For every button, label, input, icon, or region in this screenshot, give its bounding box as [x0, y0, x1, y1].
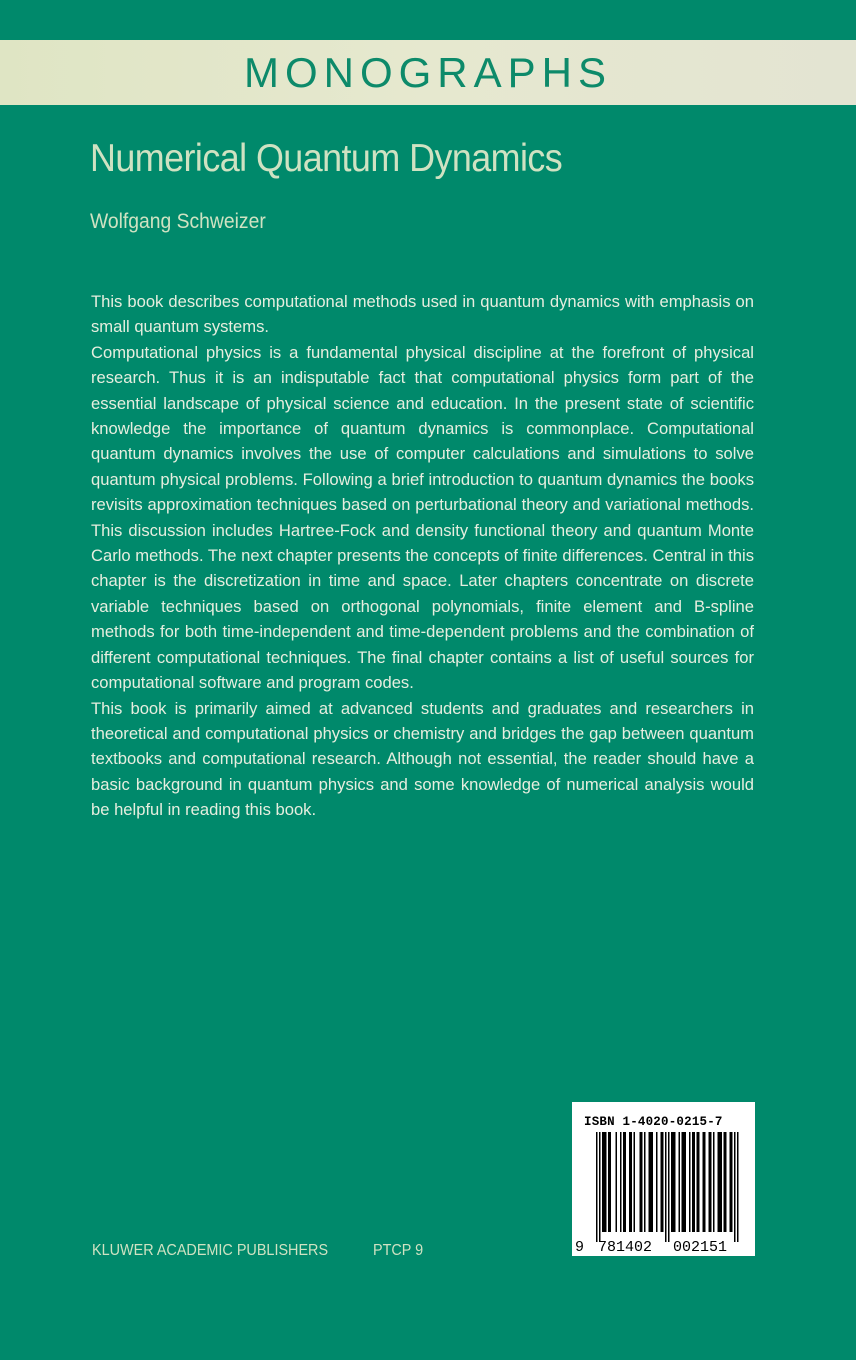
barcode-bar [697, 1132, 700, 1232]
barcode-bar [679, 1132, 681, 1232]
ean-left-group: 781402 [598, 1239, 653, 1256]
series-code: PTCP 9 [373, 1242, 424, 1259]
barcode-bar [713, 1132, 715, 1232]
isbn-barcode [572, 1102, 755, 1256]
blurb-paragraph: Computational physics is a fundamental physical discipline at the forefront of physical research. Thus it is an indisputable fact that computational physics form part of the essential landscape of physical science and education. In the present state of scientific knowledge the importance of quantum dynamics is commonplace. Computational quantum dynamics involves the use of computer calculations and simulations to solve quantum physical problems. Following a brief introduction to quantum dynamics the books revisits approximation techniques based on perturbational theory and variational methods. This discussion includes Hartree-Fock and density functional theory and quantum Monte Carlo methods. The next chapter presents the concepts of finite differences. Central in this chapter is the discretization in time and space. Later chapters concentrate on discrete variable techniques based on orthogonal polynomials, finite element and B-spline methods for both time-independent and time-dependent problems and the combination of different computational techniques. The final chapter contains a list of useful sources for computational software and program codes. [91, 342, 754, 693]
barcode-bar [724, 1132, 727, 1232]
ean-right-group: 002151 [673, 1239, 728, 1256]
back-cover-blurb [91, 289, 754, 823]
barcode-bar [656, 1132, 658, 1232]
barcode-bar [634, 1132, 636, 1232]
barcode-bar [629, 1132, 632, 1232]
series-banner-label: MONOGRAPHS [243, 49, 613, 96]
barcode-bar [689, 1132, 691, 1232]
barcode-bar [709, 1132, 712, 1232]
book-title: Numerical Quantum Dynamics [90, 137, 563, 180]
blurb-paragraph: This book is primarily aimed at advanced students and graduates and researchers in theoretical and computational physics or chemistry and bridges the gap between quantum textbooks and computational research. Although not essential, the reader should have a basic background in quantum physics and some knowledge of numerical analysis would be helpful in reading this book. [91, 698, 754, 820]
barcode-guard-bar [596, 1132, 598, 1242]
barcode-bar [608, 1132, 611, 1232]
barcode-bar [661, 1132, 664, 1232]
barcode-bar [730, 1132, 733, 1232]
series-banner [0, 40, 856, 105]
publisher-name: KLUWER ACADEMIC PUBLISHERS [92, 1242, 329, 1259]
barcode-graphic [572, 1102, 755, 1256]
barcode-guard-bar [734, 1132, 736, 1242]
book-author: Wolfgang Schweizer [90, 210, 266, 233]
barcode-bar [644, 1132, 646, 1232]
barcode-bars [596, 1132, 739, 1242]
barcode-bar [616, 1132, 618, 1232]
barcode-bar [623, 1132, 626, 1232]
barcode-bar [718, 1132, 723, 1232]
ean-first-digit: 9 [575, 1239, 585, 1256]
barcode-guard-bar [668, 1132, 670, 1242]
barcode-bar [640, 1132, 643, 1232]
barcode-bar [602, 1132, 607, 1232]
barcode-bar [671, 1132, 676, 1232]
barcode-bar [649, 1132, 654, 1232]
barcode-bar [703, 1132, 706, 1232]
barcode-bar [620, 1132, 622, 1232]
isbn-label: ISBN 1-4020-0215-7 [584, 1115, 723, 1129]
barcode-guard-bar [665, 1132, 667, 1242]
barcode-bar [682, 1132, 687, 1232]
barcode-guard-bar [737, 1132, 739, 1242]
barcode-bar [692, 1132, 695, 1232]
barcode-guard-bar [599, 1132, 601, 1242]
blurb-paragraph: This book describes computational methods used in quantum dynamics with emphasis on small quantum systems. [91, 292, 754, 337]
